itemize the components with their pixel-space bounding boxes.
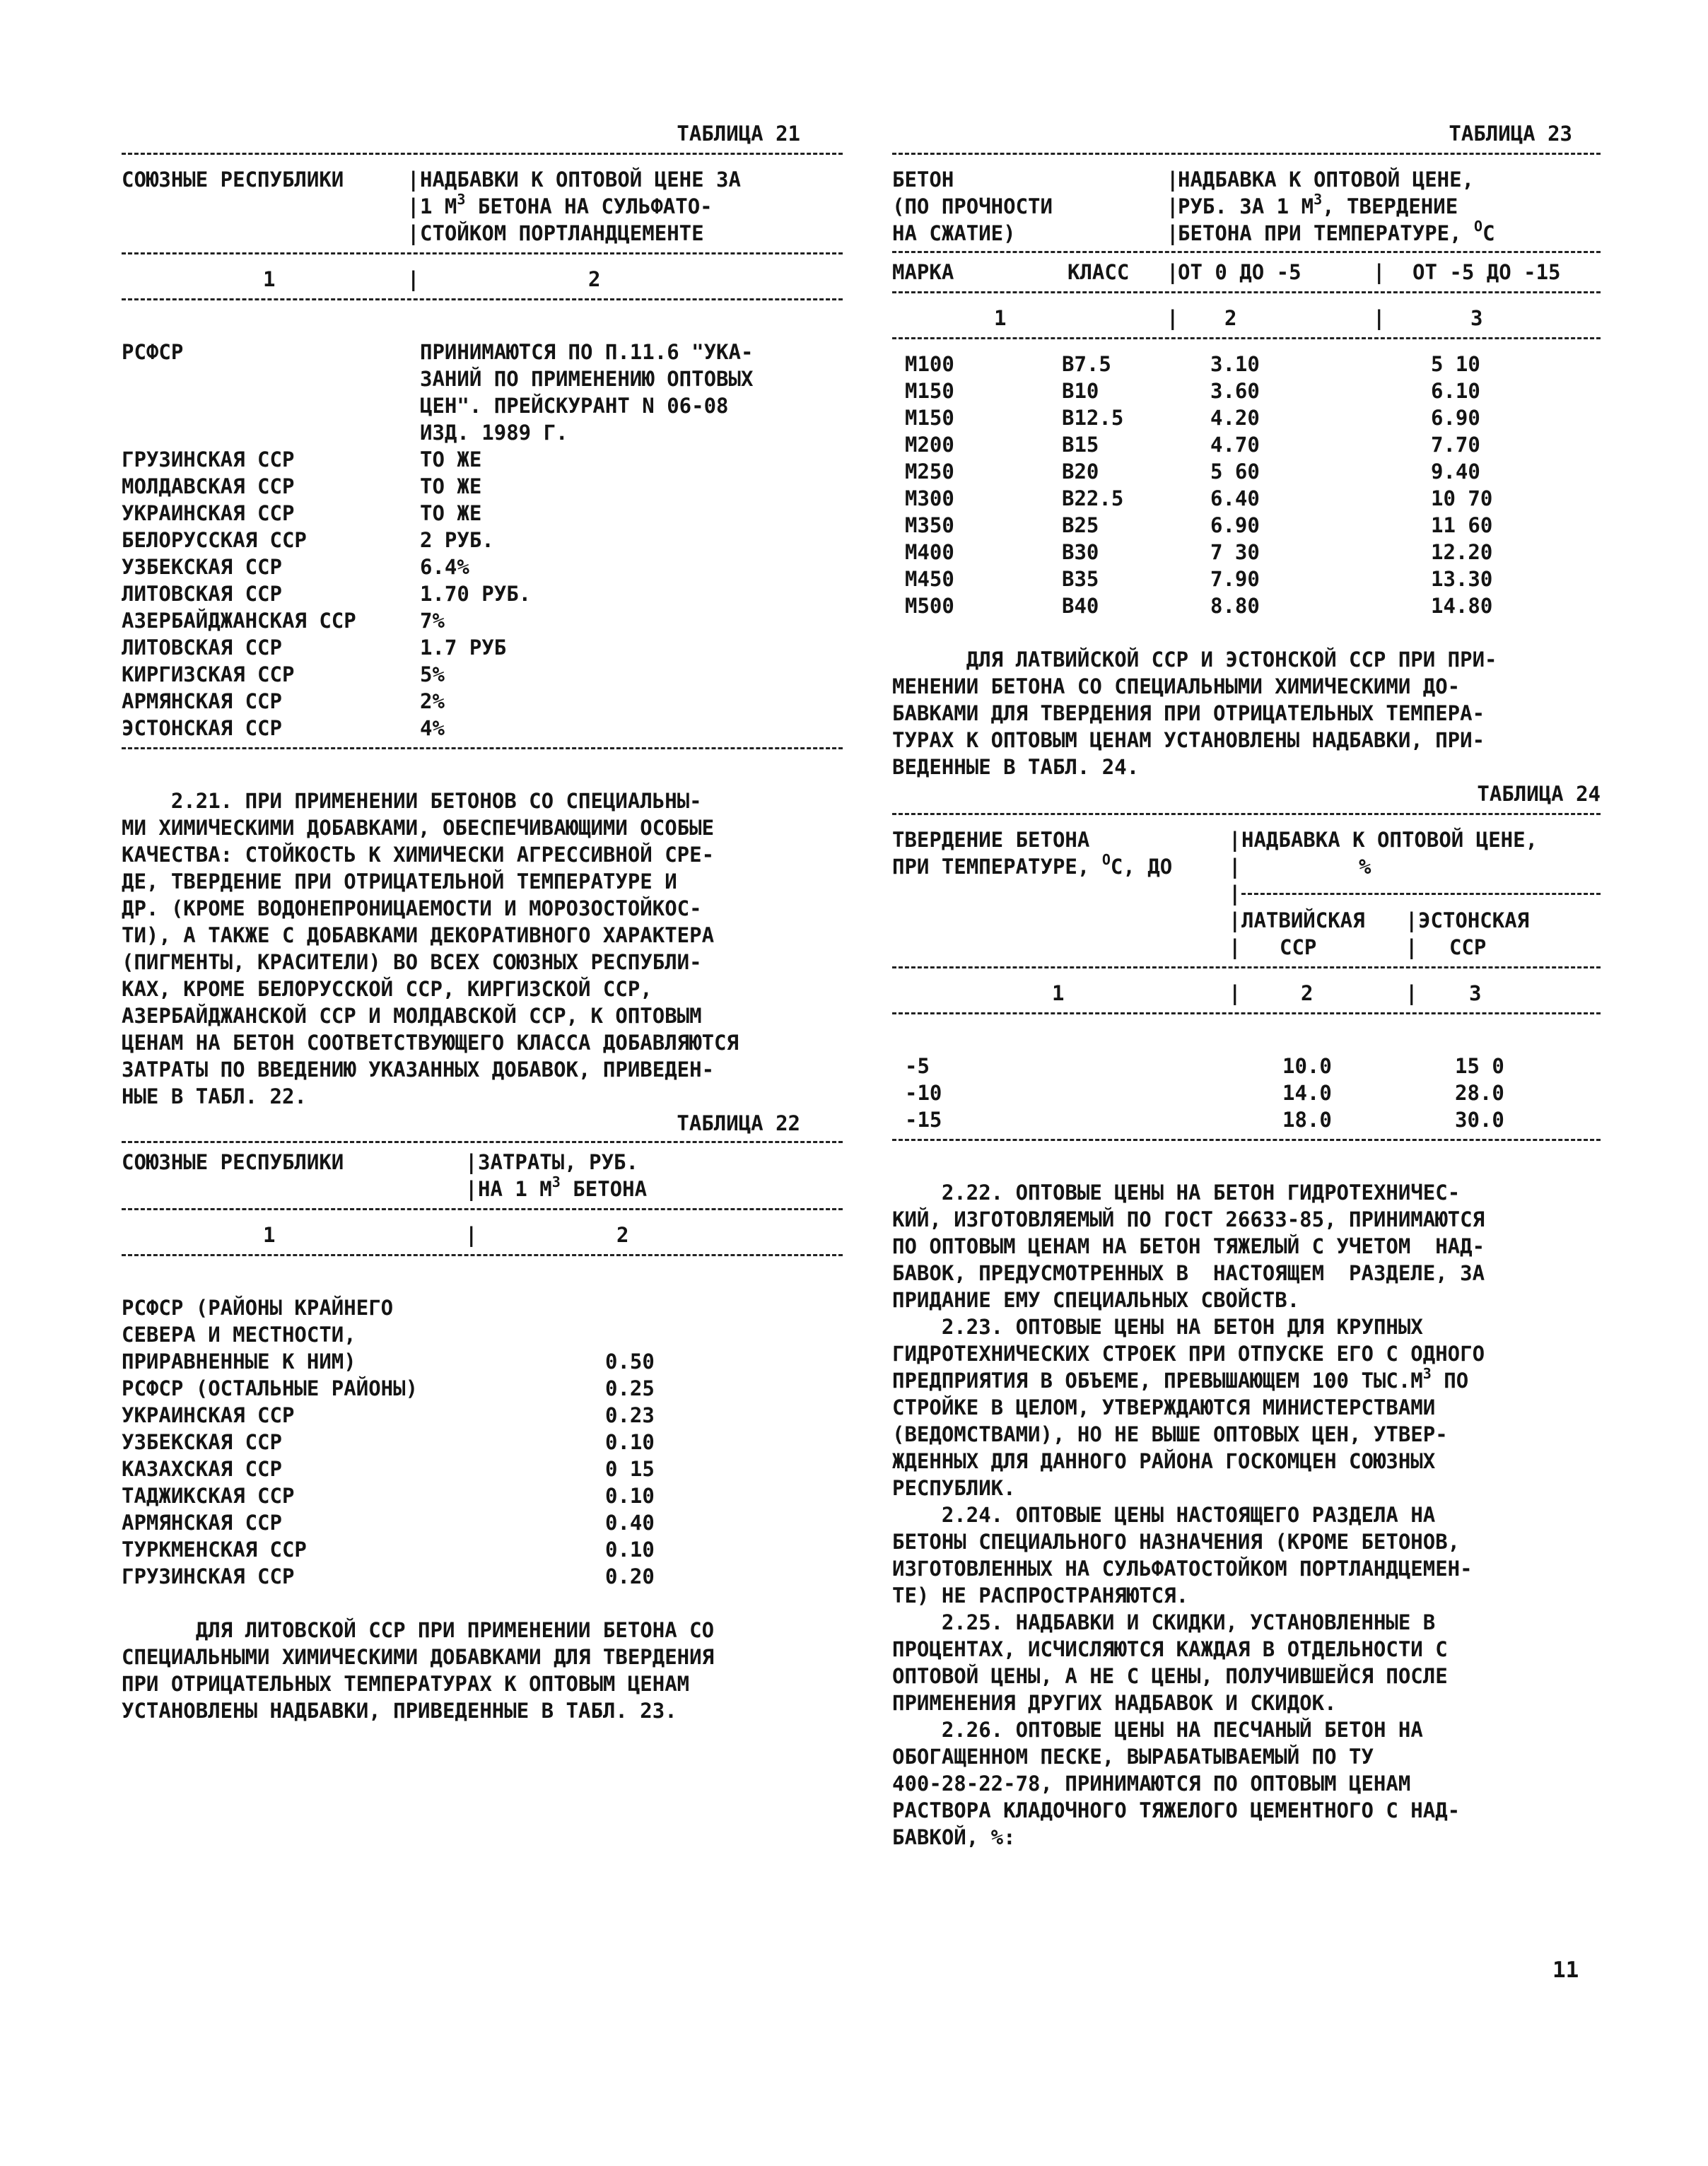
cell-latvia: 14.0 xyxy=(1282,1081,1332,1105)
header-cell: ТВЕРДЕНИЕ БЕТОНА xyxy=(892,828,1090,852)
table-row xyxy=(122,607,843,634)
cell-value: 2% xyxy=(420,689,445,713)
cell-value: 2 РУБ. xyxy=(420,528,494,552)
cell-marka: М150 xyxy=(905,379,954,403)
cell-temperature: -5 xyxy=(905,1054,930,1078)
column-divider: | xyxy=(1373,306,1386,330)
table-row xyxy=(122,1402,843,1429)
column-numbers xyxy=(122,1222,843,1248)
table-row xyxy=(122,1482,843,1509)
cell-klass: В7.5 xyxy=(1062,352,1111,376)
table-row xyxy=(122,1321,843,1348)
table-row xyxy=(892,431,1601,458)
column-divider: | xyxy=(407,221,420,245)
paragraph-line: ДЕ, ТВЕРДЕНИЕ ПРИ ОТРИЦАТЕЛЬНОЙ ТЕМПЕРАТУРЕ И xyxy=(122,870,677,894)
paragraph-line: КАХ, КРОМЕ БЕЛОРУССКОЙ ССР, КИРГИЗСКОЙ ССР, xyxy=(122,977,653,1001)
column-number: 3 xyxy=(1469,981,1482,1005)
cell-klass: В20 xyxy=(1062,459,1099,484)
table-rule xyxy=(892,1139,1601,1141)
table-rule xyxy=(122,298,843,300)
table-caption: ТАБЛИЦА 23 xyxy=(1449,122,1572,146)
paragraph-line: ПРИ ОТРИЦАТЕЛЬНЫХ ТЕМПЕРАТУРАХ К ОПТОВЫМ ЦЕНАМ xyxy=(122,1672,690,1696)
header-cell: 1 $М^3$ БЕТОНА НА СУЛЬФАТО- xyxy=(420,191,713,218)
cell-marka: М150 xyxy=(905,406,954,430)
paragraph-line: ЦЕНАМ НА БЕТОН СООТВЕТСТВУЮЩЕГО КЛАССА ДОБАВЛЯЮТСЯ xyxy=(122,1031,739,1055)
table-row xyxy=(892,351,1601,377)
cell-klass: В25 xyxy=(1062,513,1099,537)
table-row xyxy=(892,592,1601,619)
cell-value: ТО ЖЕ xyxy=(420,474,482,498)
column-divider: | xyxy=(1229,855,1241,879)
cell-value: 0.25 xyxy=(605,1376,655,1400)
table-rule xyxy=(122,1254,843,1256)
table-row xyxy=(122,365,843,392)
cell-value: ПРИНИМАЮТСЯ ПО П.11.6 "УКА- xyxy=(420,340,754,364)
cell-marka: М400 xyxy=(905,540,954,564)
cell-marka: М450 xyxy=(905,567,954,591)
cell-value-2: 14.80 xyxy=(1431,594,1493,618)
table-row xyxy=(122,1375,843,1402)
column-divider: | xyxy=(1166,221,1179,245)
paragraph-2-22 xyxy=(892,1179,1601,1313)
paragraph-line: СПЕЦИАЛЬНЫМИ ХИМИЧЕСКИМИ ДОБАВКАМИ ДЛЯ ТВЕРДЕНИЯ xyxy=(122,1645,715,1669)
table-21 xyxy=(122,120,843,749)
table-header-rule xyxy=(892,880,1601,907)
cell-value: ТО ЖЕ xyxy=(420,501,482,525)
table-row xyxy=(892,1053,1601,1079)
paragraph-line: РЕСПУБЛИК. xyxy=(892,1476,1016,1500)
table-row xyxy=(122,554,843,580)
cell-value-1: 8.80 xyxy=(1210,594,1260,618)
table-header xyxy=(122,166,843,193)
cell-value-2: 7.70 xyxy=(1431,433,1480,457)
cell-value: 1.7 РУБ xyxy=(420,636,507,660)
cell-republic: ЛИТОВСКАЯ ССР xyxy=(122,582,282,606)
table-rule xyxy=(122,153,843,155)
paragraph-number: 2.23. xyxy=(941,1315,1004,1339)
paragraph-line: БАВКАМИ ДЛЯ ТВЕРДЕНИЯ ПРИ ОТРИЦАТЕЛЬНЫХ ТЕМПЕРА- xyxy=(892,701,1485,725)
paragraph-line: 2.22. ОПТОВЫЕ ЦЕНЫ НА БЕТОН ГИДРОТЕХНИЧЕС- xyxy=(941,1181,1461,1205)
column-number: 1 xyxy=(994,306,1007,330)
column-divider: | xyxy=(1229,908,1241,932)
table-subheader xyxy=(892,907,1601,934)
paragraph-number: 2.25. xyxy=(941,1610,1004,1634)
column-divider: | xyxy=(465,1177,478,1201)
column-divider: | xyxy=(1229,828,1241,852)
column-divider: | xyxy=(1166,168,1179,192)
paragraph-line: ТИ), А ТАКЖЕ С ДОБАВКАМИ ДЕКОРАТИВНОГО ХАРАКТЕРА xyxy=(122,923,715,947)
cell-value-1: 4.70 xyxy=(1210,433,1260,457)
cell-republic: ТАДЖИКСКАЯ ССР xyxy=(122,1484,295,1508)
cell-estonia: 30.0 xyxy=(1455,1108,1504,1132)
cell-klass: В12.5 xyxy=(1062,406,1124,430)
column-divider: | xyxy=(1229,935,1241,959)
table-rule xyxy=(122,252,843,254)
paragraph-line: ИЗГОТОВЛЕННЫХ НА СУЛЬФАТОСТОЙКОМ ПОРТЛАНДЦЕМЕН- xyxy=(892,1557,1473,1581)
column-number: 3 xyxy=(1470,306,1483,330)
table-header xyxy=(892,853,1601,880)
cell-marka: М500 xyxy=(905,594,954,618)
cell-value: 0.40 xyxy=(605,1511,655,1535)
cell-republic: СЕВЕРА И МЕСТНОСТИ, xyxy=(122,1323,356,1347)
paragraph-line: ПРИДАНИЕ ЕМУ СПЕЦИАЛЬНЫХ СВОЙСТВ. xyxy=(892,1288,1300,1312)
table-row xyxy=(892,404,1601,431)
paragraph-line: 2.24. ОПТОВЫЕ ЦЕНЫ НАСТОЯЩЕГО РАЗДЕЛА НА xyxy=(941,1503,1436,1527)
column-number: 2 xyxy=(1301,981,1314,1005)
cell-value-2: 11 60 xyxy=(1431,513,1493,537)
column-number: 2 xyxy=(588,267,601,291)
column-numbers xyxy=(892,305,1601,332)
table-row xyxy=(122,1429,843,1456)
column-divider: | xyxy=(1166,194,1179,218)
paragraph-line: ЖДЕННЫХ ДЛЯ ДАННОГО РАЙОНА ГОСКОМЦЕН СОЮЗНЫХ xyxy=(892,1449,1436,1473)
paragraph-line: ГИДРОТЕХНИЧЕСКИХ СТРОЕК ПРИ ОТПУСКЕ ЕГО С ОДНОГО xyxy=(892,1342,1485,1366)
header-cell: ССР xyxy=(1280,935,1317,959)
column-number: 1 xyxy=(263,1223,276,1247)
header-cell: НА СЖАТИЕ) xyxy=(892,221,1016,245)
paragraph-number: 2.26. xyxy=(941,1718,1004,1742)
column-divider: | xyxy=(1405,935,1418,959)
paragraph-2-23 xyxy=(892,1313,1601,1501)
table-rule xyxy=(122,747,843,749)
paragraph-line: ЗАТРАТЫ ПО ВВЕДЕНИЮ УКАЗАННЫХ ДОБАВОК, ПРИВЕДЕН- xyxy=(122,1058,715,1082)
paragraph-line: КАЧЕСТВА: СТОЙКОСТЬ К ХИМИЧЕСКИ АГРЕССИВНОЙ СРЕ- xyxy=(122,843,715,867)
table-row xyxy=(122,1509,843,1536)
header-cell: СОЮЗНЫЕ РЕСПУБЛИКИ xyxy=(122,1150,344,1174)
table-row xyxy=(122,392,843,419)
column-numbers xyxy=(892,980,1601,1007)
cell-marka: М200 xyxy=(905,433,954,457)
paragraph-number: 2.22. xyxy=(941,1181,1004,1205)
cell-klass: В15 xyxy=(1062,433,1099,457)
cell-republic: АЗЕРБАЙДЖАНСКАЯ ССР xyxy=(122,609,356,633)
cell-republic: КАЗАХСКАЯ ССР xyxy=(122,1457,282,1481)
cell-temperature: -10 xyxy=(905,1081,942,1105)
column-divider: | xyxy=(1229,981,1241,1005)
table-header xyxy=(122,1149,843,1176)
header-cell: ОТ -5 ДО -15 xyxy=(1412,260,1561,284)
table-header xyxy=(122,220,843,247)
cell-klass: В30 xyxy=(1062,540,1099,564)
paragraph-line: ДР. (КРОМЕ ВОДОНЕПРОНИЦАЕМОСТИ И МОРОЗОСТОЙКОС- xyxy=(122,896,702,920)
column-divider: | xyxy=(1373,260,1386,284)
column-divider: | xyxy=(465,1150,478,1174)
table-header xyxy=(122,193,843,220)
paragraph-2-21 xyxy=(122,788,843,1110)
paragraph-line: 2.25. НАДБАВКИ И СКИДКИ, УСТАНОВЛЕННЫЕ В xyxy=(941,1610,1436,1634)
table-row xyxy=(892,377,1601,404)
table-rule xyxy=(892,153,1601,155)
table-row xyxy=(892,1106,1601,1133)
table-row xyxy=(122,1536,843,1563)
header-cell: ЭСТОНСКАЯ xyxy=(1418,908,1530,932)
cell-value: 0.10 xyxy=(605,1538,655,1562)
paragraph-line: (ПИГМЕНТЫ, КРАСИТЕЛИ) ВО ВСЕХ СОЮЗНЫХ РЕСПУБЛИ- xyxy=(122,950,702,974)
paragraph-line: ПРЕДПРИЯТИЯ В ОБЪЕМЕ, ПРЕВЫШАЮЩЕМ 100 $ТЫС.М^3$ ПО xyxy=(892,1365,1469,1393)
column-number: 1 xyxy=(263,267,276,291)
table-row xyxy=(892,566,1601,592)
paragraph-line: ВЕДЕННЫЕ В ТАБЛ. 24. xyxy=(892,755,1140,779)
cell-value: 0.50 xyxy=(605,1350,655,1374)
table-row xyxy=(122,500,843,527)
page-number: 11 xyxy=(1552,1957,1579,1983)
header-cell: РУБ. ЗА 1 $М^3$, ТВЕРДЕНИЕ xyxy=(1178,191,1458,218)
paragraph-number: 2.24. xyxy=(941,1503,1004,1527)
cell-marka: М300 xyxy=(905,486,954,510)
column-divider: | xyxy=(407,194,420,218)
header-cell: (ПО ПРОЧНОСТИ xyxy=(892,194,1053,218)
column-number: 2 xyxy=(1224,306,1237,330)
table-header xyxy=(892,166,1601,193)
column-divider: | xyxy=(407,267,420,291)
cell-klass: В22.5 xyxy=(1062,486,1124,510)
paragraph-line: ПО ОПТОВЫМ ЦЕНАМ НА БЕТОН ТЯЖЕЛЫЙ С УЧЕТОМ НАД- xyxy=(892,1234,1485,1258)
table-row xyxy=(122,446,843,473)
table-row xyxy=(892,458,1601,485)
paragraph-number: 2.21. xyxy=(170,789,233,813)
cell-value-1: 3.60 xyxy=(1210,379,1260,403)
cell-republic: БЕЛОРУССКАЯ ССР xyxy=(122,528,307,552)
table-rule xyxy=(892,337,1601,339)
header-cell: КЛАСС xyxy=(1068,260,1130,284)
paragraph-line: НЫЕ В ТАБЛ. 22. xyxy=(122,1084,307,1108)
cell-value-2: 6.10 xyxy=(1431,379,1480,403)
cell-republic: КИРГИЗСКАЯ ССР xyxy=(122,662,295,686)
column-divider: | xyxy=(1405,981,1418,1005)
table-row xyxy=(122,580,843,607)
table-row xyxy=(892,485,1601,512)
cell-value: ЦЕН". ПРЕЙСКУРАНТ N 06-08 xyxy=(420,394,729,418)
table-row xyxy=(122,419,843,446)
cell-value-1: 7 30 xyxy=(1210,540,1260,564)
paragraph-line: РАСТВОРА КЛАДОЧНОГО ТЯЖЕЛОГО ЦЕМЕНТНОГО С НАД- xyxy=(892,1798,1461,1822)
header-cell: ЛАТВИЙСКАЯ xyxy=(1241,908,1365,932)
table-row xyxy=(122,1294,843,1321)
cell-republic: АРМЯНСКАЯ ССР xyxy=(122,689,282,713)
cell-republic: УКРАИНСКАЯ ССР xyxy=(122,501,295,525)
table-24 xyxy=(892,780,1601,1141)
right-column xyxy=(892,120,1601,1851)
header-cell: НАДБАВКА К ОПТОВОЙ ЦЕНЕ, xyxy=(1241,828,1538,852)
cell-value-1: 4.20 xyxy=(1210,406,1260,430)
cell-value: 0.10 xyxy=(605,1430,655,1454)
table-rule xyxy=(892,813,1601,815)
header-cell: НАДБАВКИ К ОПТОВОЙ ЦЕНЕ ЗА xyxy=(420,168,741,192)
paragraph-line: МЕНЕНИИ БЕТОНА СО СПЕЦИАЛЬНЫМИ ХИМИЧЕСКИМИ ДО- xyxy=(892,674,1461,698)
cell-marka: М350 xyxy=(905,513,954,537)
cell-latvia: 18.0 xyxy=(1282,1108,1332,1132)
cell-value: 1.70 РУБ. xyxy=(420,582,532,606)
paragraph-line: ОБОГАЩЕННОМ ПЕСКЕ, ВЫРАБАТЫВАЕМЫЙ ПО ТУ xyxy=(892,1745,1374,1769)
header-cell: БЕТОНА ПРИ ТЕМПЕРАТУРЕ, $^О$С xyxy=(1178,218,1495,245)
cell-klass: В40 xyxy=(1062,594,1099,618)
header-cell: НАДБАВКА К ОПТОВОЙ ЦЕНЕ, xyxy=(1178,168,1475,192)
cell-value-2: 6.90 xyxy=(1431,406,1480,430)
cell-value-1: 7.90 xyxy=(1210,567,1260,591)
cell-estonia: 15 0 xyxy=(1455,1054,1504,1078)
cell-value-2: 9.40 xyxy=(1431,459,1480,484)
table-23 xyxy=(892,120,1601,619)
paragraph-line: 2.21. ПРИ ПРИМЕНЕНИИ БЕТОНОВ СО СПЕЦИАЛЬНЫ- xyxy=(170,789,702,813)
cell-republic: ТУРКМЕНСКАЯ ССР xyxy=(122,1538,307,1562)
cell-value: 6.4% xyxy=(420,555,469,579)
paragraph-line: ОПТОВОЙ ЦЕНЫ, А НЕ С ЦЕНЫ, ПОЛУЧИВШЕЙСЯ ПОСЛЕ xyxy=(892,1664,1448,1688)
cell-republic: МОЛДАВСКАЯ ССР xyxy=(122,474,295,498)
cell-value-2: 10 70 xyxy=(1431,486,1493,510)
table-row xyxy=(892,539,1601,566)
column-divider: | xyxy=(1405,908,1418,932)
table-caption: ТАБЛИЦА 21 xyxy=(677,122,800,146)
header-cell: МАРКА xyxy=(892,260,954,284)
cell-republic: ПРИРАВНЕННЫЕ К НИМ) xyxy=(122,1350,356,1374)
header-cell: НА 1 $М^3$ БЕТОНА xyxy=(478,1173,648,1201)
cell-republic: РСФСР (РАЙОНЫ КРАЙНЕГО xyxy=(122,1296,394,1320)
table-row xyxy=(122,1456,843,1482)
cell-value: ИЗД. 1989 Г. xyxy=(420,421,568,445)
cell-value: 5% xyxy=(420,662,445,686)
table-caption: ТАБЛИЦА 24 xyxy=(1477,782,1601,806)
table-rule xyxy=(892,966,1601,968)
table-row xyxy=(122,634,843,661)
paragraph-lithuania xyxy=(122,1617,843,1724)
table-row xyxy=(122,688,843,715)
paragraph-line: АЗЕРБАЙДЖАНСКОЙ ССР И МОЛДАВСКОЙ ССР, К ОПТОВЫМ xyxy=(122,1004,702,1028)
header-cell: СТОЙКОМ ПОРТЛАНДЦЕМЕНТЕ xyxy=(420,221,704,245)
table-rule xyxy=(892,251,1601,253)
column-numbers xyxy=(122,266,843,293)
paragraph-line: ТЕ) НЕ РАСПРОСТРАНЯЮТСЯ. xyxy=(892,1583,1189,1608)
table-caption: ТАБЛИЦА 22 xyxy=(677,1111,800,1135)
cell-klass: В35 xyxy=(1062,567,1099,591)
cell-republic: РСФСР xyxy=(122,340,184,364)
table-row xyxy=(122,339,843,365)
cell-value: ТО ЖЕ xyxy=(420,447,482,472)
table-header xyxy=(122,1173,843,1202)
table-rule xyxy=(892,291,1601,293)
cell-value: 0.10 xyxy=(605,1484,655,1508)
column-divider: | xyxy=(1229,882,1241,906)
cell-value: 0.23 xyxy=(605,1403,655,1427)
cell-marka: М250 xyxy=(905,459,954,484)
table-subheader xyxy=(892,259,1601,286)
left-column xyxy=(122,120,843,1724)
table-row xyxy=(122,661,843,688)
cell-republic: УЗБЕКСКАЯ ССР xyxy=(122,1430,282,1454)
column-divider: | xyxy=(407,168,420,192)
paragraph-line: МИ ХИМИЧЕСКИМИ ДОБАВКАМИ, ОБЕСПЕЧИВАЮЩИМИ ОСОБЫЕ xyxy=(122,816,715,840)
cell-estonia: 28.0 xyxy=(1455,1081,1504,1105)
cell-republic: АРМЯНСКАЯ ССР xyxy=(122,1511,282,1535)
paragraph-line: 400-28-22-78, ПРИНИМАЮТСЯ ПО ОПТОВЫМ ЦЕНАМ xyxy=(892,1772,1411,1796)
cell-republic: УЗБЕКСКАЯ ССР xyxy=(122,555,282,579)
cell-value: 7% xyxy=(420,609,445,633)
column-divider: | xyxy=(1166,260,1179,284)
paragraph-line: УСТАНОВЛЕНЫ НАДБАВКИ, ПРИВЕДЕННЫЕ В ТАБЛ. 23. xyxy=(122,1699,677,1723)
paragraph-line: БЕТОНЫ СПЕЦИАЛЬНОГО НАЗНАЧЕНИЯ (КРОМЕ БЕТОНОВ, xyxy=(892,1530,1461,1554)
header-cell: ПРИ ТЕМПЕРАТУРЕ, $^О$С, ДО xyxy=(892,851,1173,879)
cell-value: 0 15 xyxy=(605,1457,655,1481)
table-rule xyxy=(122,1141,843,1143)
table-row xyxy=(122,473,843,500)
cell-value-2: 12.20 xyxy=(1431,540,1493,564)
table-22 xyxy=(122,1110,843,1590)
header-cell: БЕТОН xyxy=(892,168,954,192)
cell-value-2: 5 10 xyxy=(1431,352,1480,376)
paragraph-latvia-estonia xyxy=(892,646,1601,780)
column-number: 1 xyxy=(1052,981,1065,1005)
paragraph-line: БАВОК, ПРЕДУСМОТРЕННЫХ В НАСТОЯЩЕМ РАЗДЕЛЕ, ЗА xyxy=(892,1261,1485,1285)
paragraph-line: ПРИМЕНЕНИЯ ДРУГИХ НАДБАВОК И СКИДОК. xyxy=(892,1691,1337,1715)
cell-value: ЗАНИЙ ПО ПРИМЕНЕНИЮ ОПТОВЫХ xyxy=(420,367,754,391)
cell-republic: ГРУЗИНСКАЯ ССР xyxy=(122,447,295,472)
header-cell: СОЮЗНЫЕ РЕСПУБЛИКИ xyxy=(122,168,344,192)
paragraph-line: ТУРАХ К ОПТОВЫМ ЦЕНАМ УСТАНОВЛЕНЫ НАДБАВКИ, ПРИ- xyxy=(892,728,1485,752)
cell-republic: ЛИТОВСКАЯ ССР xyxy=(122,636,282,660)
column-number: 2 xyxy=(616,1223,629,1247)
paragraph-line: ДЛЯ ЛИТОВСКОЙ ССР ПРИ ПРИМЕНЕНИИ БЕТОНА СО xyxy=(122,1618,715,1642)
paragraph-line: (ВЕДОМСТВАМИ), НО НЕ ВЫШЕ ОПТОВЫХ ЦЕН, УТВЕР- xyxy=(892,1422,1448,1446)
cell-republic: ЭСТОНСКАЯ ССР xyxy=(122,716,282,740)
cell-marka: М100 xyxy=(905,352,954,376)
table-row xyxy=(892,512,1601,539)
paragraph-line: 2.23. ОПТОВЫЕ ЦЕНЫ НА БЕТОН ДЛЯ КРУПНЫХ xyxy=(941,1315,1423,1339)
cell-value-1: 3.10 xyxy=(1210,352,1260,376)
paragraph-2-26 xyxy=(892,1716,1601,1851)
table-rule xyxy=(122,1208,843,1210)
table-subheader xyxy=(892,934,1601,961)
table-row xyxy=(122,715,843,742)
cell-klass: В10 xyxy=(1062,379,1099,403)
cell-republic: УКРАИНСКАЯ ССР xyxy=(122,1403,295,1427)
cell-value-2: 13.30 xyxy=(1431,567,1493,591)
table-rule xyxy=(892,1012,1601,1014)
header-cell: ЗАТРАТЫ, РУБ. xyxy=(478,1150,638,1174)
paragraph-2-24 xyxy=(892,1501,1601,1609)
cell-republic: РСФСР (ОСТАЛЬНЫЕ РАЙОНЫ) xyxy=(122,1376,419,1400)
cell-republic: ГРУЗИНСКАЯ ССР xyxy=(122,1564,295,1588)
cell-latvia: 10.0 xyxy=(1282,1054,1332,1078)
table-row xyxy=(122,1348,843,1375)
header-cell: ССР xyxy=(1449,935,1487,959)
cell-temperature: -15 xyxy=(905,1108,942,1132)
cell-value-1: 6.90 xyxy=(1210,513,1260,537)
table-row xyxy=(122,527,843,554)
header-cell: % xyxy=(1359,855,1371,879)
cell-value: 4% xyxy=(420,716,445,740)
cell-value-1: 5 60 xyxy=(1210,459,1260,484)
paragraph-line: ДЛЯ ЛАТВИЙСКОЙ ССР И ЭСТОНСКОЙ ССР ПРИ ПРИ- xyxy=(892,648,1497,672)
table-row xyxy=(122,1563,843,1590)
paragraph-2-25 xyxy=(892,1609,1601,1716)
paragraph-line: СТРОЙКЕ В ЦЕЛОМ, УТВЕРЖДАЮТСЯ МИНИСТЕРСТВАМИ xyxy=(892,1395,1436,1419)
cell-value: 0.20 xyxy=(605,1564,655,1588)
column-divider: | xyxy=(1166,306,1179,330)
paragraph-line: БАВКОЙ, %: xyxy=(892,1825,1016,1849)
table-row xyxy=(892,1079,1601,1106)
paragraph-line: 2.26. ОПТОВЫЕ ЦЕНЫ НА ПЕСЧАНЫЙ БЕТОН НА xyxy=(941,1718,1423,1742)
header-cell: ОТ 0 ДО -5 xyxy=(1178,260,1302,284)
column-divider: | xyxy=(465,1223,478,1247)
cell-value-1: 6.40 xyxy=(1210,486,1260,510)
table-header xyxy=(892,826,1601,853)
table-header xyxy=(892,193,1601,220)
paragraph-line: ПРОЦЕНТАХ, ИСЧИСЛЯЮТСЯ КАЖДАЯ В ОТДЕЛЬНОСТИ С xyxy=(892,1637,1448,1661)
table-header xyxy=(892,220,1601,247)
paragraph-line: КИЙ, ИЗГОТОВЛЯЕМЫЙ ПО ГОСТ 26633-85, ПРИНИМАЮТСЯ xyxy=(892,1207,1485,1231)
